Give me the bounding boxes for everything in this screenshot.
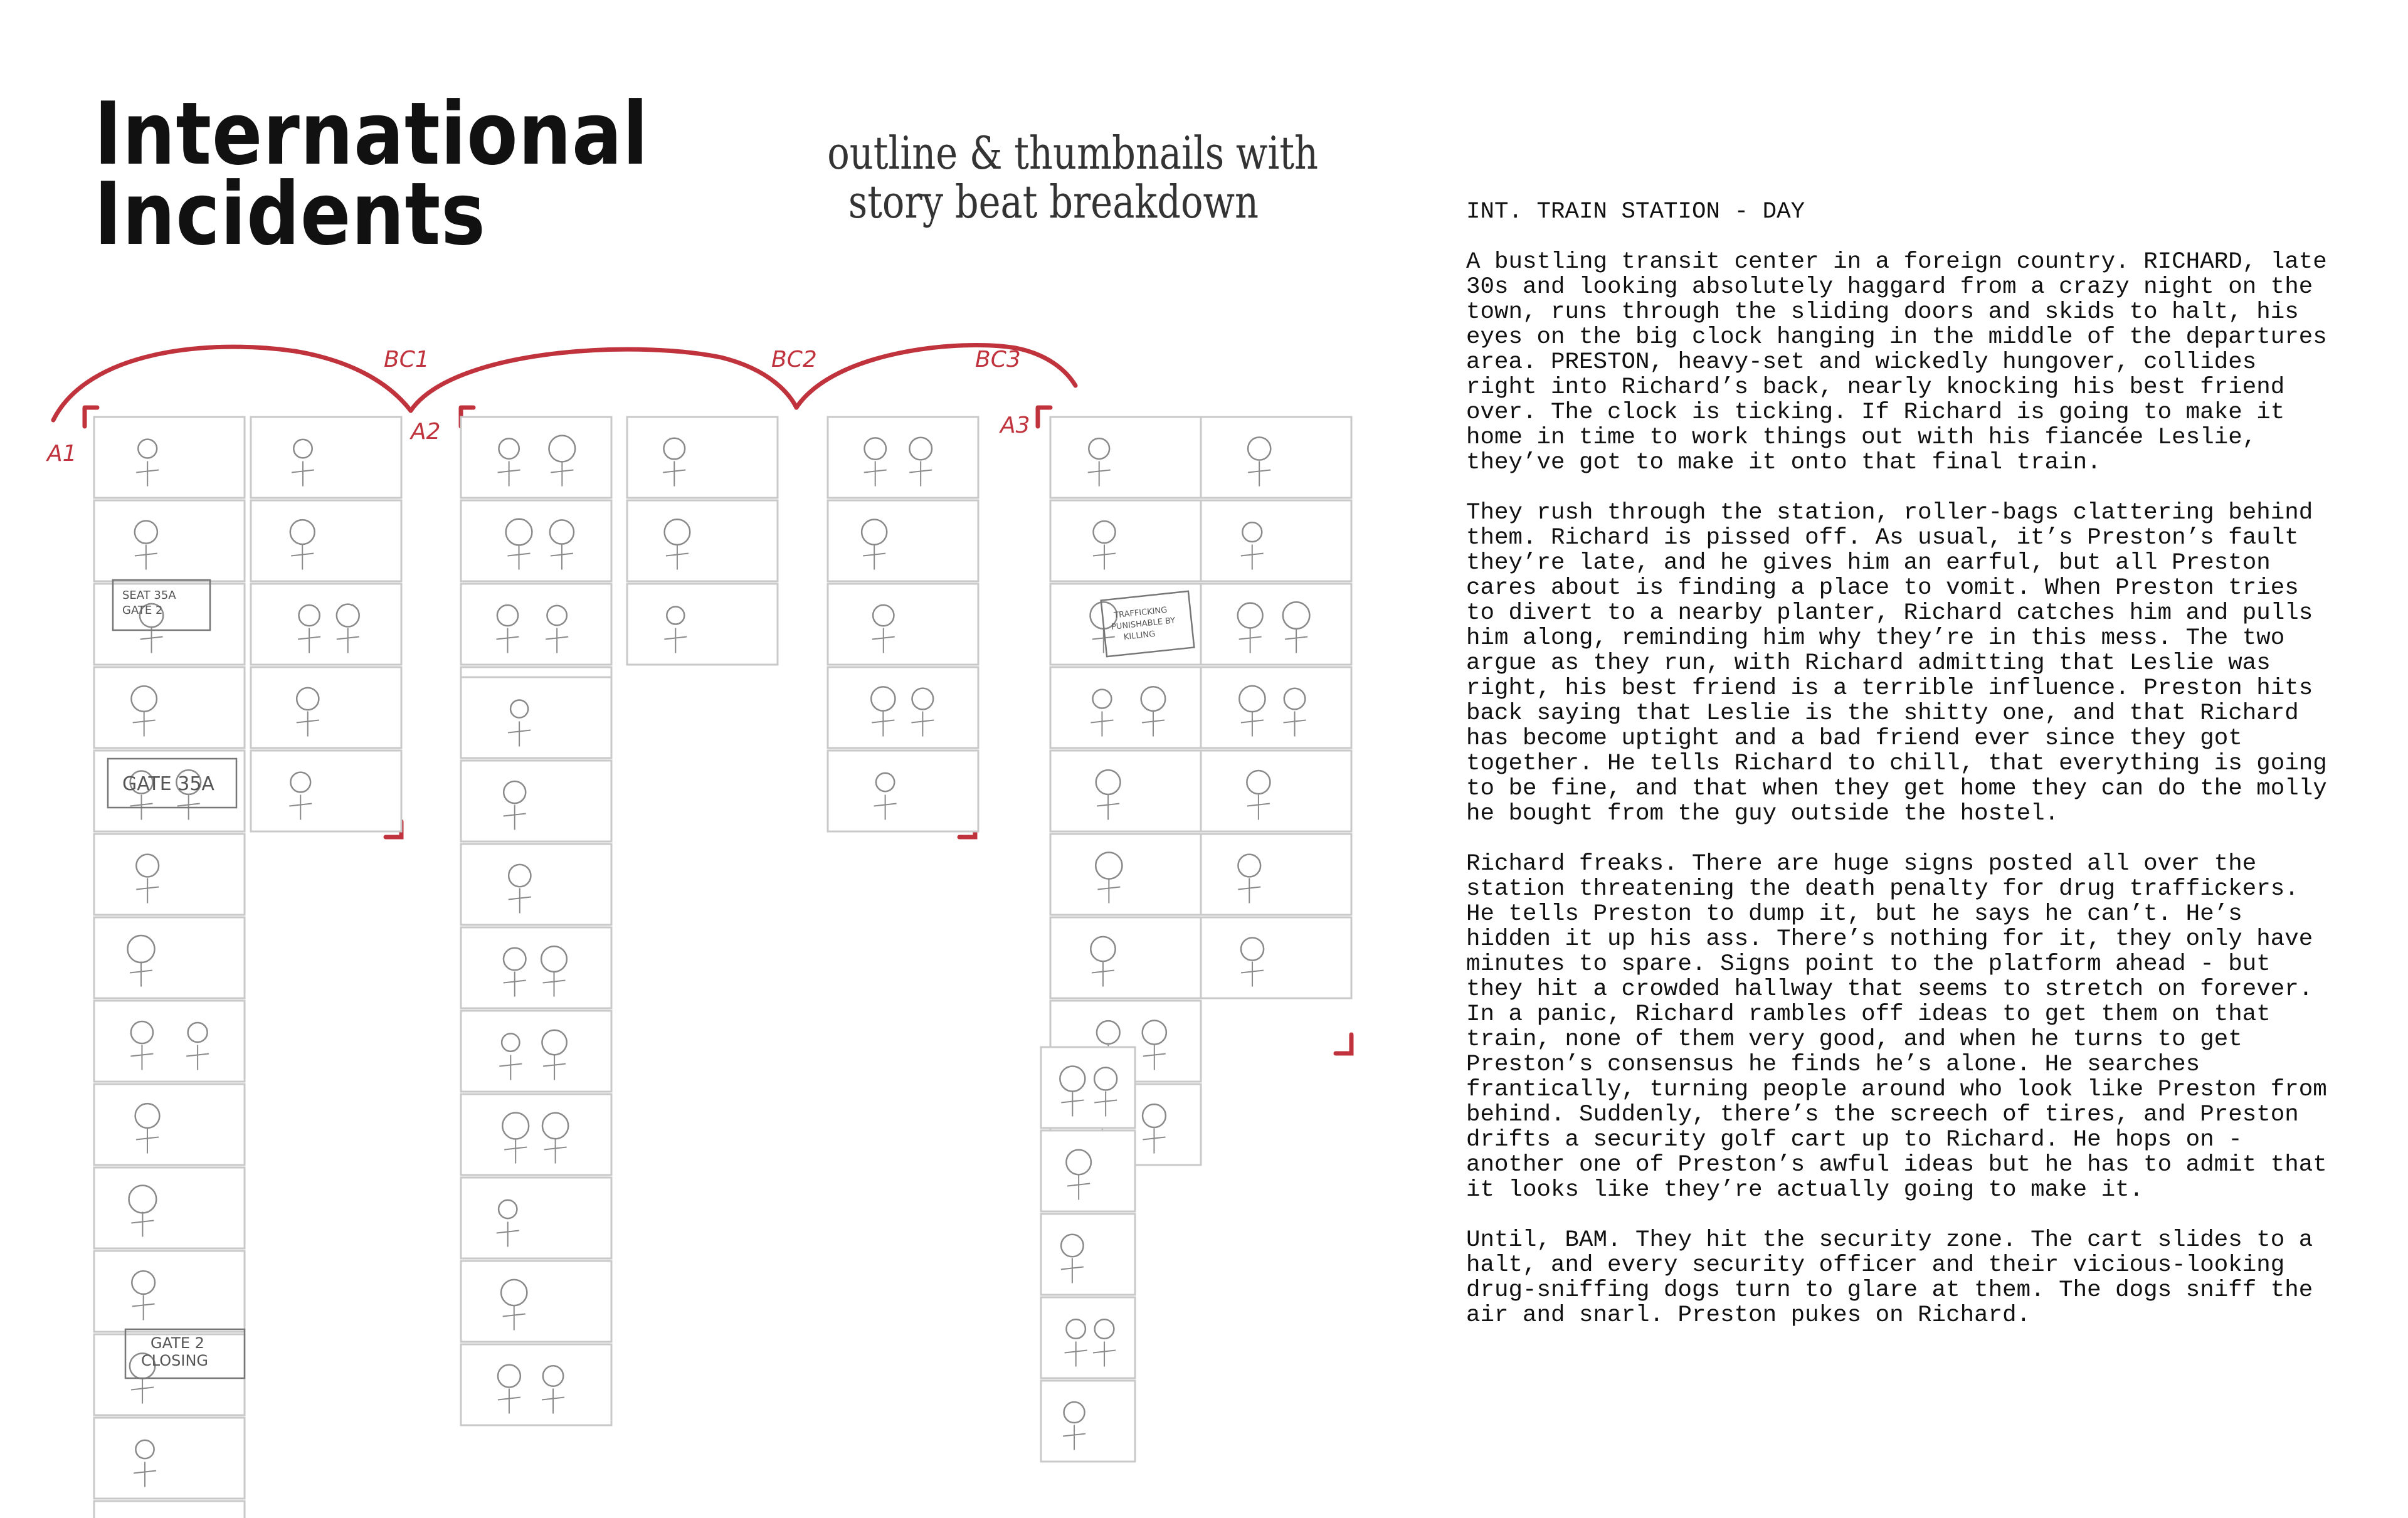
act-label-a2: A2 xyxy=(411,419,441,445)
thumbnail-panel xyxy=(1050,417,1201,498)
thumbnail-panel xyxy=(1201,667,1351,748)
thumbnail-panel xyxy=(1201,500,1351,581)
beat-arc-bc3 xyxy=(796,345,1075,408)
thumbnail-panel xyxy=(251,500,401,581)
act-end-corner-3 xyxy=(1336,1035,1351,1053)
thumbnail-panel xyxy=(461,677,611,758)
thumbnail-panel xyxy=(461,584,611,665)
thumbnail-panel xyxy=(94,1501,245,1518)
act-label-a1: A1 xyxy=(47,441,77,466)
thumbnail-panel xyxy=(1050,667,1201,748)
thumbnail-panel xyxy=(94,500,245,581)
panel-text-trafficking: TRAFFICKINGPUNISHABLE BYKILLING xyxy=(1111,605,1176,643)
panel-text-gate-closing: GATE 2 CLOSING xyxy=(141,1334,209,1369)
thumbnail-panel xyxy=(461,1094,611,1175)
thumbnail-panel xyxy=(461,500,611,581)
thumbnail-panel xyxy=(828,667,978,748)
thumbnail-panel xyxy=(251,751,401,831)
thumbnail-panel xyxy=(627,417,778,498)
beat-label-bc2: BC2 xyxy=(771,347,817,372)
thumbnail-panel xyxy=(828,417,978,498)
thumbnail-panel xyxy=(1050,834,1201,915)
thumbnail-panel xyxy=(251,584,401,665)
action-paragraph: They rush through the station, roller-bags clattering behind them. Richard is pissed off. As usual, it’s Preston’s fault they’re late, and he gives him an earful, but all Preston cares about is finding a place to vomit. When Preston tries to divert to a nearby planter, Richard catches him and pulls him along, reminding him why they’re in this mess. The two argue as they run, with Richard admitting that Leslie was right, his best friend is a terrible influence. Preston hits back saying that Leslie is the shitty one, and that Richard has become uptight and a bad friend ever since they got together. He tells Richard to chill, that everything is going to be fine, and that when they get home they can do the molly he bought from the guy outside the hostel. xyxy=(1466,500,2327,827)
thumbnail-panel xyxy=(1201,751,1351,831)
action-paragraph: Richard freaks. There are huge signs posted all over the station threatening the death penalty for drug traffickers. He tells Preston to dump it, but he says he can’t. He’s hidden it up his ass. There’s nothing for it, they only have minutes to spare. Signs point to the platform ahead - but they hit a crowded hallway that seems to stretch on forever. In a panic, Richard rambles off ideas to get them on that train, none of them very good, and when he turns to get Preston’s consensus he finds he’s alone. He searches frantically, turning people around who look like Preston from behind. Suddenly, there’s the screech of tires, and Preston drifts a security golf cart up to Richard. He hops on - another one of Preston’s awful ideas but he has to admit that it looks like they’re actually going to make it. xyxy=(1466,851,2327,1203)
act-label-a3: A3 xyxy=(1000,413,1030,438)
thumbnail-panel xyxy=(1041,1297,1135,1378)
thumbnail-panel xyxy=(94,417,245,498)
beat-arc-bc1 xyxy=(53,347,411,420)
thumbnail-panel xyxy=(1041,1381,1135,1462)
screenplay-text xyxy=(1466,199,2369,1353)
beat-arc-bc2 xyxy=(411,349,796,411)
thumbnail-panel xyxy=(627,500,778,581)
thumbnail-panel xyxy=(461,761,611,841)
thumbnail-panel xyxy=(94,1418,245,1499)
thumbnail-panel xyxy=(627,584,778,665)
thumbnail-panel xyxy=(461,1261,611,1342)
thumbnail-panel xyxy=(94,667,245,748)
thumbnail-panel xyxy=(1050,500,1201,581)
thumbnail-panel xyxy=(461,1178,611,1258)
thumbnail-panel xyxy=(828,751,978,831)
thumbnail-panel xyxy=(1201,917,1351,998)
action-paragraph: A bustling transit center in a foreign country. RICHARD, late 30s and looking absolutely haggard from a crazy night on the town, runs through the sliding doors and skids to halt, his eyes on the big clock hanging in the middle of the departures area. PRESTON, heavy-set and wickedly hungover, collides right into Richard’s back, nearly knocking his best friend over. The clock is ticking. If Richard is going to make it home in time to work things out with his fiancée Leslie, they’ve got to make it onto that final train. xyxy=(1466,249,2327,476)
act-corner-a3 xyxy=(1038,408,1050,426)
thumbnail-panel xyxy=(461,417,611,498)
thumbnail-panel xyxy=(1050,917,1201,998)
thumbnail-panel xyxy=(1050,751,1201,831)
thumbnail-panel xyxy=(461,1344,611,1425)
thumbnail-panel xyxy=(1201,417,1351,498)
thumbnail-panel xyxy=(251,667,401,748)
thumbnail-panel xyxy=(251,417,401,498)
page-subtitle: outline & thumbnails with story beat breakdown xyxy=(827,127,1319,228)
thumbnail-panel xyxy=(828,500,978,581)
thumbnail-panel xyxy=(1041,1214,1135,1295)
thumbnail-panel xyxy=(1201,834,1351,915)
thumbnail-panel xyxy=(94,1084,245,1165)
page-title: International Incidents xyxy=(94,83,649,265)
thumbnail-panels xyxy=(94,417,1351,1518)
scene-heading: INT. TRAIN STATION - DAY xyxy=(1466,199,1805,225)
thumbnail-panel xyxy=(1201,584,1351,665)
action-paragraph: Until, BAM. They hit the security zone. The cart slides to a halt, and every security officer and their vicious-looking drug-sniffing dogs turn to glare at them. The dogs sniff the air and snarl. Preston pukes on Richard. xyxy=(1466,1227,2313,1329)
thumbnail-panel xyxy=(461,844,611,925)
beat-label-bc1: BC1 xyxy=(384,347,430,372)
thumbnail-panel xyxy=(828,584,978,665)
panel-text-seat-gate: SEAT 35A GATE 2 xyxy=(122,589,176,617)
thumbnail-panel xyxy=(461,1011,611,1092)
beat-label-bc3: BC3 xyxy=(975,347,1021,372)
panel-text-gate-35a: GATE 35A xyxy=(122,773,214,795)
thumbnail-panel xyxy=(94,917,245,998)
thumbnail-panel xyxy=(94,834,245,915)
thumbnail-panel xyxy=(461,927,611,1008)
thumbnail-panel xyxy=(94,1167,245,1248)
thumbnail-panel xyxy=(94,1251,245,1332)
thumbnail-panel xyxy=(1041,1047,1135,1128)
thumbnail-panel xyxy=(94,1001,245,1082)
